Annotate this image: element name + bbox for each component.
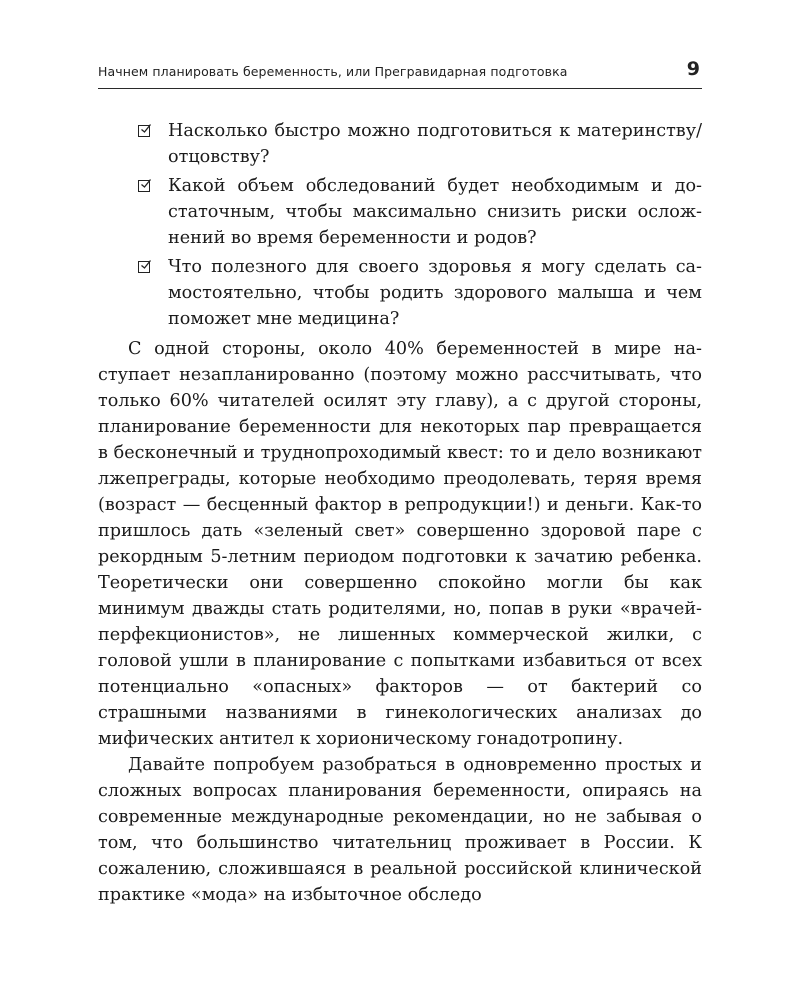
page-number: 9 <box>686 58 700 80</box>
checkbox-checked-icon <box>138 180 150 192</box>
question-checklist <box>138 118 702 335</box>
checklist-item <box>138 118 702 170</box>
checkbox-checked-icon <box>138 125 150 137</box>
running-header <box>98 58 702 89</box>
checklist-item-text: Какой объем обследований будет необходимым и достаточным, чтобы максимально снизить риски осложнений во время беременности и родов? <box>168 176 702 248</box>
checklist-item-text: Что полезного для своего здоровья я могу сделать самостоятельно, чтобы родить здорового малыша и чем поможет мне медицина? <box>168 257 702 329</box>
book-page <box>98 0 702 1000</box>
paragraph: Давайте попробуем разобраться в одновременно простых и сложных вопросах планирования беременности, опираясь на современные международные рекомендации, но не забывая о том, что большинство читательниц проживает в России. К сожалению, сложившаяся в реальной российской клинической практике «мода» на избыточное обследо <box>98 755 702 905</box>
checklist-item-text: Насколько быстро можно подготовиться к материнству/отцовству? <box>168 121 702 167</box>
running-title: Начнем планировать беременность, или Прегравидарная подготовка <box>98 64 568 79</box>
paragraph: С одной стороны, около 40% беременностей в мире наступает незапланированно (поэтому можно рассчитывать, что только 60% читателей осилят эту главу), а с другой стороны, планирование беременности для некоторых пар превращается в бесконечный и труднопроходимый квест: то и дело возникают лжепреграды, которые необходимо преодолевать, теряя время (возраст — бесценный фактор в репродукции!) и деньги. Как-то пришлось дать «зеленый свет» совершенно здоровой паре с рекордным 5-летним периодом подготовки к зачатию ребенка. Теоретически они совершенно спокойно могли бы как минимум дважды стать родителями, но, попав в руки «врачей-перфекционистов», не лишенных коммерческой жилки, с головой ушли в планирование с попытками избавиться от всех потенциально «опасных» факторов — от бактерий со страшными названиями в гинекологических анализах до мифических антител к хорионическому гонадотропину. <box>98 339 702 749</box>
body-text <box>98 336 702 908</box>
checkbox-checked-icon <box>138 261 150 273</box>
checklist-item <box>138 173 702 251</box>
checklist-item <box>138 254 702 332</box>
